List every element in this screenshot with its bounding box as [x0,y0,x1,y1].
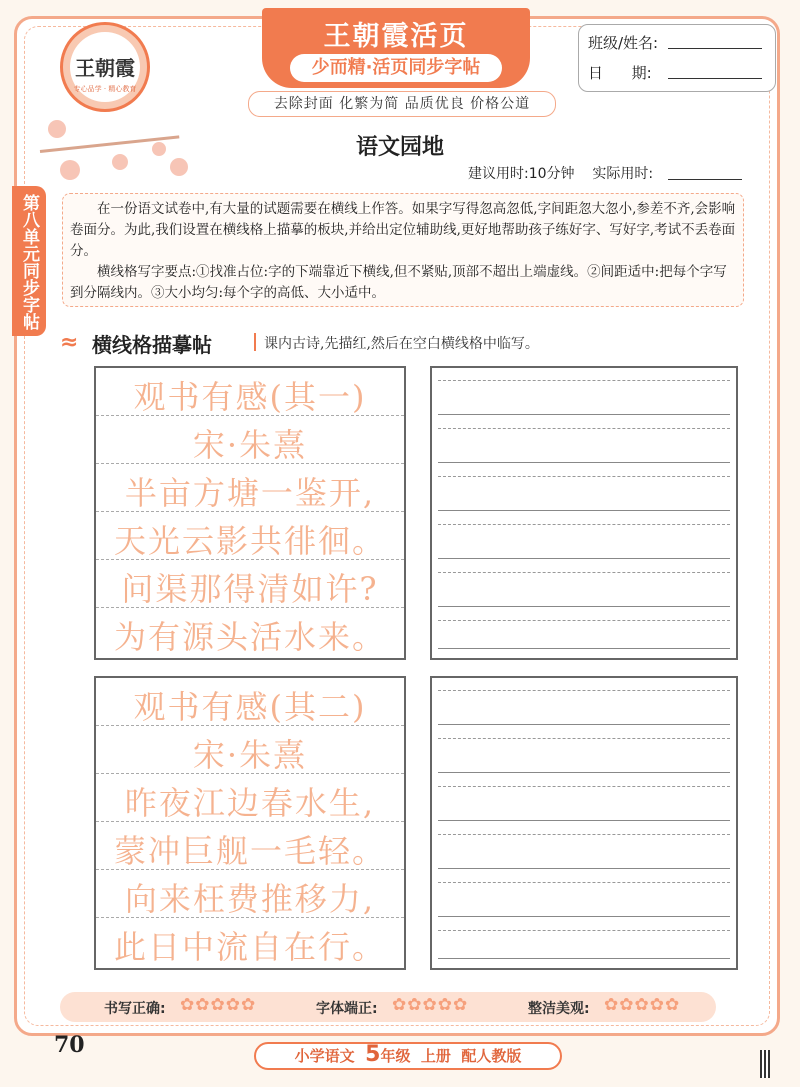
base-line [438,606,730,607]
base-line [438,510,730,511]
tracing-box-poem-1 [94,366,406,660]
guide-line [438,620,730,621]
section-note: 课内古诗,先描红,然后在空白横线格中临写。 [264,336,539,352]
tracing-row [96,774,404,822]
class-name-field[interactable] [668,48,762,49]
footer-text [254,1042,562,1070]
brand-subtitle: 少而精·活页同步字帖 [290,54,502,82]
footer-grade-rest: 年级 上册 配人教版 [380,1047,522,1065]
guide-line [438,786,730,787]
base-line [438,820,730,821]
footer-subject: 小学语文 [294,1047,355,1065]
trace-line: 观书有感(其二) [133,688,367,726]
instruction-text [70,199,736,304]
trace-line: 问渠那得清如许? [121,570,379,608]
tracing-row [96,512,404,560]
guide-line [438,930,730,931]
guide-line [438,476,730,477]
tracing-row [96,416,404,464]
base-line [438,958,730,959]
tracing-row [96,678,404,726]
slogan: 去除封面 化繁为简 品质优良 价格公道 [248,91,556,117]
date-label: 日 期: [588,64,652,82]
section-divider [254,333,256,351]
rating-label-correct: 书写正确: [104,1001,166,1017]
footer-grade-number: 5 [365,1042,381,1067]
trace-line: 昨夜江边春水生, [124,784,376,822]
rating-label-clean: 整洁美观: [528,1001,590,1017]
rating-stars-clean[interactable]: ✿✿✿✿✿ [604,995,681,1015]
tracing-row [96,918,404,968]
guide-line [438,380,730,381]
rating-label-neat: 字体端正: [316,1001,378,1017]
section-title: 横线格描摹帖 [92,333,212,357]
instruction-paragraph-1: 在一份语文试卷中,有大量的试题需要在横线上作答。如果字写得忽高忽低,字间距忽大忽小,参差不齐,会影响卷面分。为此,我们设置在横线格上描摹的板块,并给出定位辅助线,更好地帮助孩子练好字、写好字,考试不丢卷面分。 [70,201,736,259]
actual-time-field[interactable] [668,179,742,180]
base-line [438,558,730,559]
base-line [438,916,730,917]
guide-line [438,524,730,525]
rating-stars-correct[interactable]: ✿✿✿✿✿ [180,995,257,1015]
practice-box-poem-1[interactable] [430,366,738,660]
blossom-icon [60,160,80,180]
tracing-row [96,368,404,416]
page-number: 70 [54,1032,85,1058]
trace-line: 蒙冲巨舰一毛轻。 [113,832,386,870]
tracing-row [96,464,404,512]
brand-logo-text: 王朝霞 [75,56,135,80]
base-line [438,868,730,869]
tracing-row [96,560,404,608]
brand-title: 王朝霞活页 [323,21,469,52]
guide-line [438,572,730,573]
tracing-row [96,726,404,774]
class-name-label: 班级/姓名: [588,34,659,52]
rating-stars-neat[interactable]: ✿✿✿✿✿ [392,995,469,1015]
base-line [438,462,730,463]
guide-line [438,834,730,835]
brand-logo-tagline: 专心品学 · 精心教育 [73,85,137,93]
trace-line: 此日中流自在行。 [113,928,386,966]
base-line [438,414,730,415]
trace-line: 观书有感(其一) [133,378,367,416]
practice-box-poem-2[interactable] [430,676,738,970]
tracing-row [96,608,404,658]
base-line [438,648,730,649]
barcode-mark [760,1050,770,1078]
trace-line: 宋·朱熹 [192,426,308,464]
trace-line: 天光云影共徘徊。 [113,522,386,560]
tracing-row [96,822,404,870]
wave-icon: ≈ [60,330,79,355]
base-line [438,772,730,773]
guide-line [438,738,730,739]
trace-line: 宋·朱熹 [192,736,308,774]
time-suggestion: 建议用时:10分钟 实际用时: [468,166,654,182]
trace-line: 向来枉费推移力, [124,880,376,918]
unit-side-tab-label: 第八单元同步字帖 [19,194,39,330]
trace-line: 半亩方塘一鉴开, [124,474,376,512]
trace-line: 为有源头活水来。 [113,618,386,656]
date-field[interactable] [668,78,762,79]
guide-line [438,428,730,429]
guide-line [438,690,730,691]
page-title: 语文园地 [355,135,444,160]
tracing-box-poem-2 [94,676,406,970]
tracing-row [96,870,404,918]
base-line [438,724,730,725]
guide-line [438,882,730,883]
instruction-paragraph-2: 横线格写字要点:①找准占位:字的下端靠近下横线,但不紧贴,顶部不超出上端虚线。②间距适中:把每个字写到分隔线内。③大小均匀:每个字的高低、大小适中。 [70,264,727,301]
